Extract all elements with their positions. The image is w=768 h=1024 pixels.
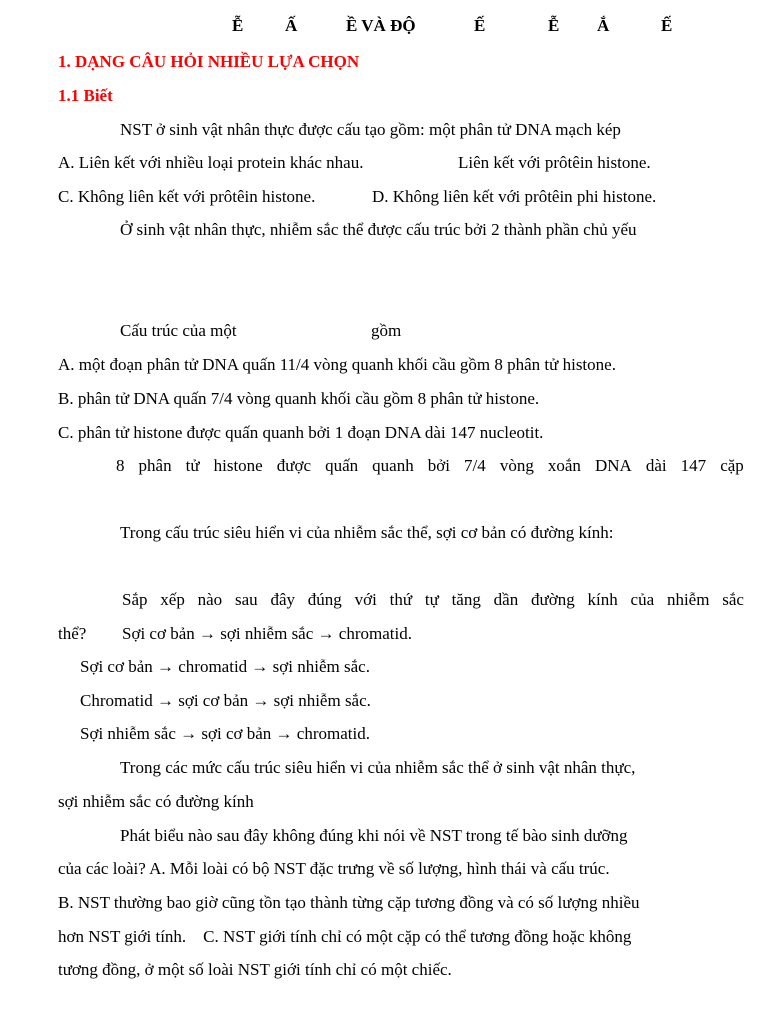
answer-option: C. phân tử histone được quấn quanh bởi 1 đoạn DNA dài 147 nucleotit. — [58, 423, 544, 442]
title-fragment: Ễ — [232, 16, 244, 35]
question-stem: B. NST thường bao giờ cũng tồn tạo thành từng cặp tương đồng và có số lượng nhiều — [58, 893, 640, 912]
word: quanh — [372, 456, 414, 475]
word: histone — [213, 456, 263, 475]
question-stem: của các loài? A. Mỗi loài có bộ NST đặc trưng về số lượng, hình thái và cấu trúc. — [58, 859, 610, 878]
answer-option: Sợi cơ bản → chromatid → sợi nhiễm sắc. — [80, 657, 370, 676]
document-title — [0, 16, 768, 38]
word: 147 — [680, 456, 707, 475]
answer-option: Sợi nhiễm sắc → sợi cơ bản → chromatid. — [80, 724, 370, 743]
word: dần — [493, 590, 519, 609]
answer-option: A. một đoạn phân tử DNA quấn 11/4 vòng quanh khối cầu gồm 8 phân tử histone. — [58, 355, 616, 374]
question-stem: Cấu trúc của một — [120, 321, 237, 340]
word: xoắn — [547, 456, 581, 475]
word: DNA — [594, 456, 632, 475]
question-stem: sợi nhiễm sắc có đường kính — [58, 792, 254, 811]
title-fragment: Ề VÀ ĐỘ — [346, 16, 416, 35]
answer-option: Chromatid → sợi cơ bản → sợi nhiễm sắc. — [80, 691, 371, 710]
question-stem: Phát biểu nào sau đây không đúng khi nói về NST trong tế bào sinh dưỡng — [120, 826, 628, 845]
word: đúng — [307, 590, 342, 609]
answer-option — [116, 456, 744, 476]
word: nào — [197, 590, 223, 609]
question-stem: Trong các mức cấu trúc siêu hiển vi của nhiễm sắc thể ở sinh vật nhân thực, — [120, 758, 636, 777]
question-stem: hơn NST giới tính. C. NST giới tính chỉ có một cặp có thể tương đồng hoặc không — [58, 927, 632, 946]
title-fragment: Ễ — [548, 16, 560, 35]
word: phân — [138, 456, 172, 475]
word: cặp — [720, 456, 744, 475]
question-stem: Trong cấu trúc siêu hiển vi của nhiễm sắc thể, sợi cơ bản có đường kính: — [120, 523, 614, 542]
answer-option: Liên kết với prôtêin histone. — [458, 153, 651, 172]
question-stem: tương đồng, ở một số loài NST giới tính chỉ có một chiếc. — [58, 960, 452, 979]
question-stem: Ở sinh vật nhân thực, nhiễm sắc thể được cấu trúc bởi 2 thành phần chủ yếu — [120, 220, 637, 239]
word: vòng — [499, 456, 534, 475]
word: thứ — [389, 590, 413, 609]
answer-option: D. Không liên kết với prôtêin phi histone. — [372, 187, 657, 206]
word: quấn — [325, 456, 359, 475]
title-fragment: Ế — [661, 16, 673, 35]
word: sắc — [722, 590, 744, 609]
answer-option: A. Liên kết với nhiều loại protein khác nhau. — [58, 153, 364, 172]
word: đường — [531, 590, 575, 609]
word: nhiễm — [666, 590, 710, 609]
question-stem: thể? — [58, 624, 87, 643]
word: 8 — [116, 456, 125, 475]
answer-option: C. Không liên kết với prôtêin histone. — [58, 187, 316, 206]
word: xếp — [160, 590, 185, 609]
question-stem: gồm — [371, 321, 402, 340]
word: bởi — [427, 456, 450, 475]
question-stem — [122, 590, 744, 610]
title-fragment: Ắ — [597, 16, 610, 35]
word: được — [276, 456, 312, 475]
section-heading: 1. DẠNG CÂU HỎI NHIỀU LỰA CHỌN — [58, 52, 360, 71]
word: với — [354, 590, 377, 609]
word: đây — [270, 590, 295, 609]
word: kính — [587, 590, 618, 609]
title-fragment: Ế — [474, 16, 486, 35]
word: sau — [234, 590, 258, 609]
subsection-heading: 1.1 Biết — [58, 86, 113, 105]
word: tăng — [451, 590, 481, 609]
word: của — [630, 590, 655, 609]
answer-option: B. phân tử DNA quấn 7/4 vòng quanh khối cầu gồm 8 phân tử histone. — [58, 389, 540, 408]
word: Sắp — [122, 590, 148, 609]
word: dài — [645, 456, 667, 475]
answer-option: Sợi cơ bản → sợi nhiễm sắc → chromatid. — [122, 624, 412, 643]
question-stem: NST ở sinh vật nhân thực được cấu tạo gồm: một phân tử DNA mạch kép — [120, 120, 621, 139]
title-fragment: Ấ — [285, 16, 298, 35]
word: tự — [424, 590, 439, 609]
word: 7/4 — [464, 456, 486, 475]
word: tử — [185, 456, 200, 475]
